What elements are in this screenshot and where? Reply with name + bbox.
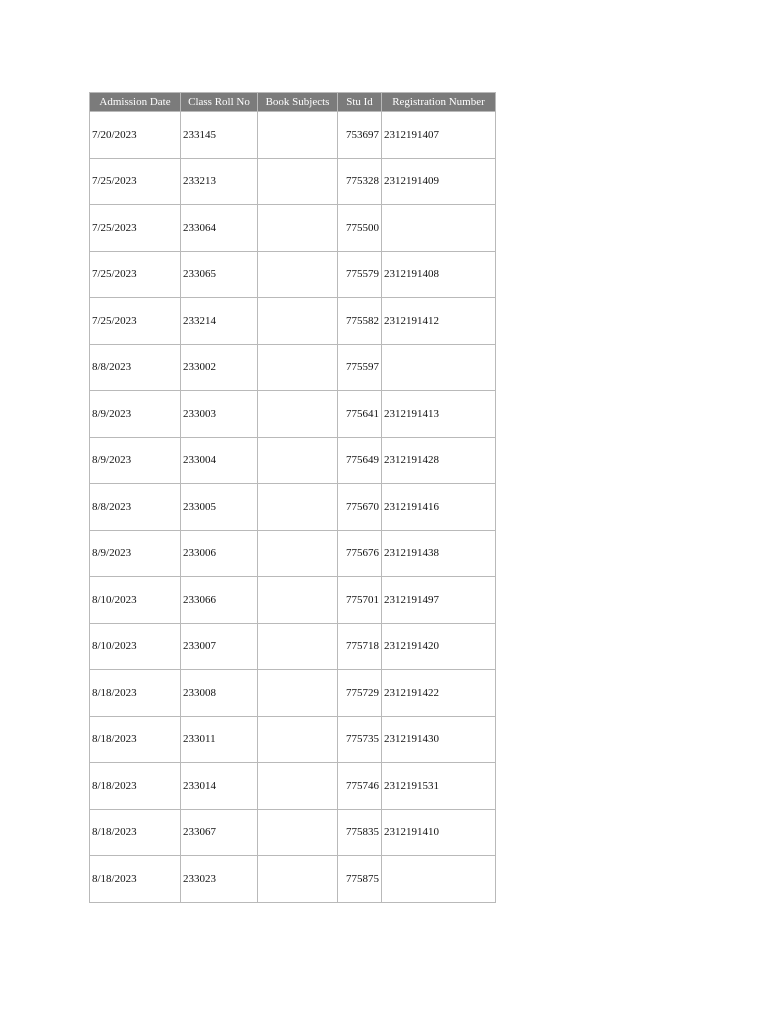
table-row bbox=[90, 112, 496, 159]
cell-admission-date: 7/25/2023 bbox=[90, 158, 181, 205]
cell-class-roll-no: 233145 bbox=[181, 112, 258, 159]
table-body bbox=[90, 112, 496, 903]
cell-admission-date: 7/25/2023 bbox=[90, 251, 181, 298]
cell-book-subjects bbox=[258, 112, 338, 159]
table-row bbox=[90, 205, 496, 252]
cell-book-subjects bbox=[258, 809, 338, 856]
cell-registration-number: 2312191407 bbox=[382, 112, 496, 159]
cell-registration-number: 2312191416 bbox=[382, 484, 496, 531]
cell-registration-number bbox=[382, 205, 496, 252]
cell-book-subjects bbox=[258, 158, 338, 205]
cell-stu-id: 775875 bbox=[338, 856, 382, 903]
cell-registration-number: 2312191420 bbox=[382, 623, 496, 670]
student-sheet bbox=[89, 92, 496, 903]
cell-admission-date: 8/9/2023 bbox=[90, 437, 181, 484]
cell-registration-number bbox=[382, 856, 496, 903]
cell-stu-id: 775701 bbox=[338, 577, 382, 624]
cell-admission-date: 7/25/2023 bbox=[90, 298, 181, 345]
cell-class-roll-no: 233007 bbox=[181, 623, 258, 670]
cell-registration-number: 2312191410 bbox=[382, 809, 496, 856]
cell-registration-number: 2312191409 bbox=[382, 158, 496, 205]
column-header-stu-id: Stu Id bbox=[338, 93, 382, 112]
cell-registration-number bbox=[382, 344, 496, 391]
cell-stu-id: 753697 bbox=[338, 112, 382, 159]
cell-class-roll-no: 233003 bbox=[181, 391, 258, 438]
cell-class-roll-no: 233005 bbox=[181, 484, 258, 531]
cell-admission-date: 8/9/2023 bbox=[90, 391, 181, 438]
cell-class-roll-no: 233014 bbox=[181, 763, 258, 810]
cell-registration-number: 2312191412 bbox=[382, 298, 496, 345]
cell-stu-id: 775735 bbox=[338, 716, 382, 763]
table-row bbox=[90, 298, 496, 345]
cell-admission-date: 8/9/2023 bbox=[90, 530, 181, 577]
table-row bbox=[90, 856, 496, 903]
cell-admission-date: 7/25/2023 bbox=[90, 205, 181, 252]
cell-stu-id: 775718 bbox=[338, 623, 382, 670]
cell-registration-number: 2312191422 bbox=[382, 670, 496, 717]
cell-stu-id: 775676 bbox=[338, 530, 382, 577]
cell-admission-date: 7/20/2023 bbox=[90, 112, 181, 159]
table-row bbox=[90, 437, 496, 484]
cell-stu-id: 775729 bbox=[338, 670, 382, 717]
cell-admission-date: 8/18/2023 bbox=[90, 716, 181, 763]
cell-stu-id: 775670 bbox=[338, 484, 382, 531]
cell-stu-id: 775597 bbox=[338, 344, 382, 391]
cell-admission-date: 8/18/2023 bbox=[90, 809, 181, 856]
cell-class-roll-no: 233067 bbox=[181, 809, 258, 856]
cell-book-subjects bbox=[258, 530, 338, 577]
cell-registration-number: 2312191531 bbox=[382, 763, 496, 810]
cell-book-subjects bbox=[258, 251, 338, 298]
table-row bbox=[90, 344, 496, 391]
cell-book-subjects bbox=[258, 344, 338, 391]
cell-book-subjects bbox=[258, 623, 338, 670]
cell-registration-number: 2312191497 bbox=[382, 577, 496, 624]
cell-class-roll-no: 233065 bbox=[181, 251, 258, 298]
header-row bbox=[90, 93, 496, 112]
cell-class-roll-no: 233004 bbox=[181, 437, 258, 484]
cell-admission-date: 8/18/2023 bbox=[90, 856, 181, 903]
cell-registration-number: 2312191430 bbox=[382, 716, 496, 763]
cell-class-roll-no: 233213 bbox=[181, 158, 258, 205]
cell-book-subjects bbox=[258, 391, 338, 438]
cell-class-roll-no: 233064 bbox=[181, 205, 258, 252]
table-row bbox=[90, 623, 496, 670]
cell-stu-id: 775835 bbox=[338, 809, 382, 856]
column-header-class-roll-no: Class Roll No bbox=[181, 93, 258, 112]
cell-class-roll-no: 233008 bbox=[181, 670, 258, 717]
table-row bbox=[90, 763, 496, 810]
cell-book-subjects bbox=[258, 484, 338, 531]
cell-stu-id: 775582 bbox=[338, 298, 382, 345]
cell-book-subjects bbox=[258, 856, 338, 903]
table-row bbox=[90, 251, 496, 298]
table-header bbox=[90, 93, 496, 112]
cell-admission-date: 8/18/2023 bbox=[90, 670, 181, 717]
cell-stu-id: 775746 bbox=[338, 763, 382, 810]
cell-book-subjects bbox=[258, 205, 338, 252]
table-row bbox=[90, 391, 496, 438]
cell-admission-date: 8/8/2023 bbox=[90, 484, 181, 531]
cell-admission-date: 8/18/2023 bbox=[90, 763, 181, 810]
cell-book-subjects bbox=[258, 577, 338, 624]
cell-class-roll-no: 233002 bbox=[181, 344, 258, 391]
cell-book-subjects bbox=[258, 716, 338, 763]
cell-class-roll-no: 233214 bbox=[181, 298, 258, 345]
cell-stu-id: 775641 bbox=[338, 391, 382, 438]
table-row bbox=[90, 716, 496, 763]
cell-book-subjects bbox=[258, 763, 338, 810]
cell-class-roll-no: 233011 bbox=[181, 716, 258, 763]
students-table bbox=[89, 92, 496, 903]
column-header-book-subjects: Book Subjects bbox=[258, 93, 338, 112]
cell-book-subjects bbox=[258, 670, 338, 717]
table-row bbox=[90, 577, 496, 624]
cell-class-roll-no: 233066 bbox=[181, 577, 258, 624]
table-row bbox=[90, 809, 496, 856]
cell-registration-number: 2312191428 bbox=[382, 437, 496, 484]
cell-stu-id: 775328 bbox=[338, 158, 382, 205]
cell-book-subjects bbox=[258, 437, 338, 484]
table-row bbox=[90, 530, 496, 577]
cell-admission-date: 8/10/2023 bbox=[90, 577, 181, 624]
table-row bbox=[90, 670, 496, 717]
cell-stu-id: 775579 bbox=[338, 251, 382, 298]
cell-admission-date: 8/8/2023 bbox=[90, 344, 181, 391]
column-header-registration-number: Registration Number bbox=[382, 93, 496, 112]
cell-stu-id: 775500 bbox=[338, 205, 382, 252]
cell-stu-id: 775649 bbox=[338, 437, 382, 484]
cell-admission-date: 8/10/2023 bbox=[90, 623, 181, 670]
table-row bbox=[90, 484, 496, 531]
table-row bbox=[90, 158, 496, 205]
cell-registration-number: 2312191413 bbox=[382, 391, 496, 438]
column-header-admission-date: Admission Date bbox=[90, 93, 181, 112]
cell-registration-number: 2312191438 bbox=[382, 530, 496, 577]
cell-registration-number: 2312191408 bbox=[382, 251, 496, 298]
cell-book-subjects bbox=[258, 298, 338, 345]
cell-class-roll-no: 233023 bbox=[181, 856, 258, 903]
cell-class-roll-no: 233006 bbox=[181, 530, 258, 577]
